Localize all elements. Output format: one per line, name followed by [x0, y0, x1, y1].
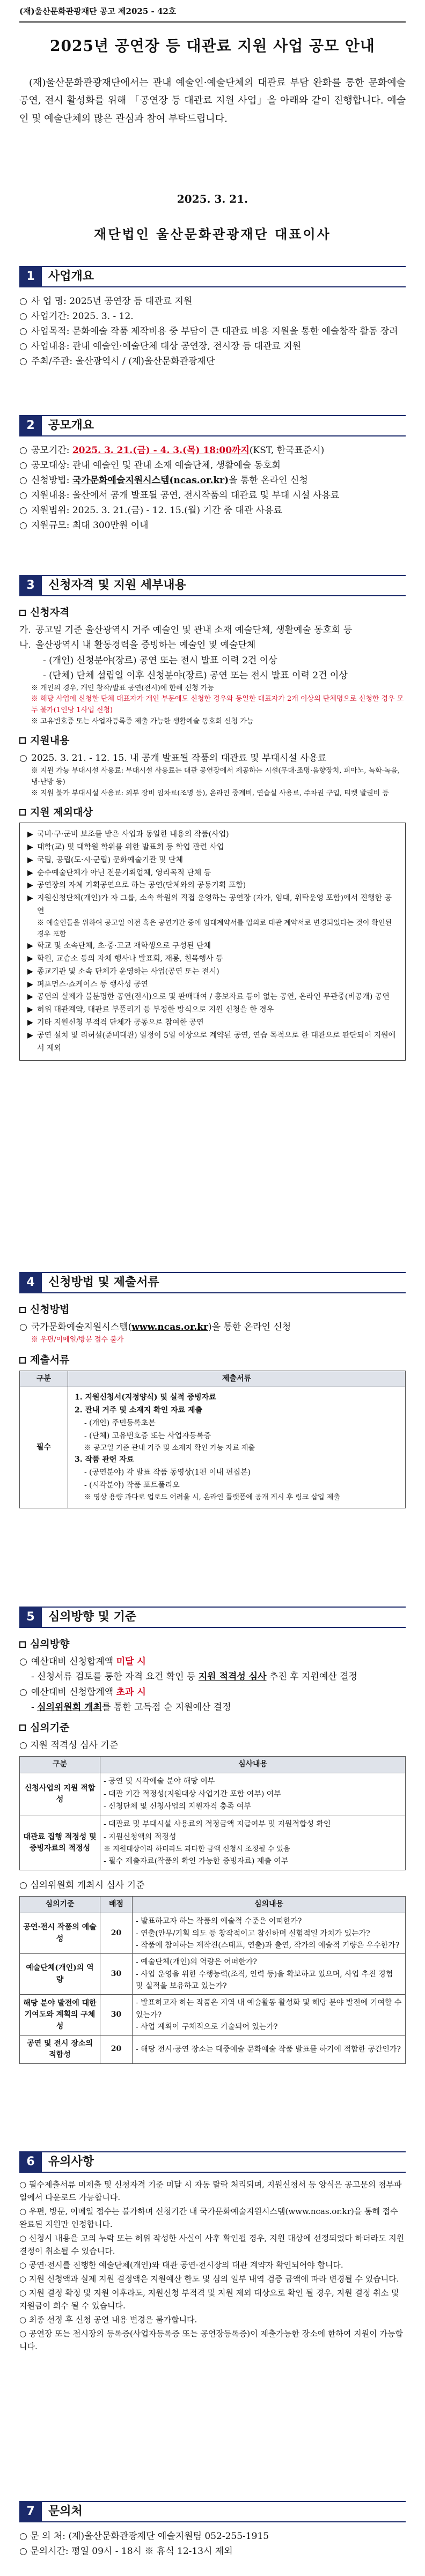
table-header: 심의기준 — [20, 1897, 100, 1913]
contact-line: ○ 문 의 처: (재)울산문화관광재단 예술지원팀 052-255-1915 — [19, 2531, 269, 2542]
table-row: 대관료 집행 적정성 및 증빙자료의 적정성 - 대관료 및 부대시설 사용료의 적정금액 지급여부 및 지원적합성 확인 - 지원신청액의 적정성 ※ 지원대상이라 하더라도 과다한 금액 신청시 조정될 수 있음 - 필수 제출자료(작품의 확인 가능한 증빙자료) 제출 여부 — [20, 1816, 406, 1870]
table-row: 해당 분야 발전에 대한 기여도와 계획의 구체성 30 - 발표하고자 하는 작품은 지역 내 예술활동 활성화 및 해당 분야 발전에 기여할 수 있는가? - 사업 계획이 구체적으로 기술되어 있는가? — [20, 1995, 406, 2035]
note: ※ 지원 불가 부대시설 사용료: 외부 장비 임차료(조명 등), 온라인 중계비, 연습실 사용료, 주차권 구입, 티켓 발권비 등 — [31, 789, 389, 797]
section-7-header — [19, 2501, 406, 2522]
list-item: ▶ 지원신청단체(개인)가 자 그룹, 소속 학원의 직접 운영하는 공연장 (자가, 임대, 위탁운영 포함)에서 진행한 공연 — [27, 894, 392, 915]
subsection-title: 신청방법 — [19, 1302, 406, 1317]
section-4-body — [19, 1300, 406, 1508]
section-title: 신청방법 및 제출서류 — [48, 1275, 159, 1289]
subsection-title: 심의방향 — [19, 1637, 406, 1652]
list-item: ▶ 순수예술단체가 아닌 전문기획업체, 영리목적 단체 등 — [27, 868, 211, 877]
list-item: - (개인) 신청분야(장르) 공연 또는 전시 발표 이력 2건 이상 — [43, 655, 277, 666]
list-item: ○ 사업목적: 문화예술 작품 제작비용 중 부담이 큰 대관료 비용 지원을 통한 예술창작 활동 장려 — [19, 326, 398, 337]
review-committee-criteria-table — [19, 1896, 406, 2064]
section-2-body — [19, 443, 406, 533]
square-bullet-icon — [19, 809, 26, 816]
table-lead: ○ 지원 적격성 심사 기준 — [19, 1740, 119, 1751]
subsection-title: 지원 제외대상 — [19, 805, 406, 820]
square-bullet-icon — [19, 737, 26, 744]
table-header: 심사내용 — [100, 1757, 406, 1773]
list-item: ○ 공모대상: 관내 예술인 및 관내 소재 예술단체, 생활예술 동호회 — [19, 460, 281, 471]
list-item: ○ 공연장 또는 전시장의 등록증(사업자등록증 또는 공연장등록증)이 제출가능한 장소에 한하여 지원이 가능합니다. — [19, 2329, 403, 2351]
square-bullet-icon — [19, 1641, 26, 1648]
list-item: ▶ 공연 설치 및 리허설(준비대관) 일정이 5일 이상으로 계약된 공연, 연습 목적으로 한 대관으로 판단되어 지원에서 제외 — [27, 1031, 396, 1053]
section-title: 공모개요 — [48, 418, 94, 432]
table-row: 예술단체(개인)의 역량 30 - 예술단체(개인)의 역량은 어떠한가? - 사업 운영을 위한 수행능력(조직, 인력 등)을 확보하고 있으며, 사업 추진 경험 및 실적을 보유하고 있는가? — [20, 1954, 406, 1995]
list-item: ○ 지원내용: 울산에서 공개 발표될 공연, 전시작품의 대관료 및 부대 시설 사용료 — [19, 490, 340, 501]
note: ※ 고유번호증 또는 사업자등록증 제출 가능한 생활예술 동호회 신청 가능 — [31, 717, 254, 726]
table-header: 심의내용 — [133, 1897, 406, 1913]
exclusion-box — [19, 823, 406, 1061]
table-header: 구분 — [20, 1757, 100, 1773]
section-1-body — [19, 294, 406, 369]
list-item: ○ 예산대비 신청합계액 초과 시 — [19, 1686, 146, 1698]
top-divider — [19, 21, 406, 23]
section-6-body — [19, 2178, 406, 2353]
section-number: 6 — [19, 2152, 42, 2172]
table-row: 공연·전시 작품의 예술성 20 - 발표하고자 하는 작품의 예술적 수준은 어떠한가? - 연출(안무/기획 의도 등 창작적이고 참신하며 실험적일 가치가 있는가? - 작품에 참여하는 제작진(스태프, 연출)과 출연, 작가의 예술적 기량은 우수한가? — [20, 1913, 406, 1954]
section-number: 1 — [19, 267, 42, 286]
section-6-header — [19, 2151, 406, 2173]
list-item: ▶ 퍼포먼스·쇼케이스 등 행사성 공연 — [27, 980, 149, 989]
list-item: ▶ 기타 지원신청 부적격 단체가 공동으로 참여한 공연 — [27, 1018, 204, 1027]
list-item: ▶ 국립, 공립(도·시·군립) 문화예술기관 및 단체 — [27, 855, 183, 864]
list-item: ▶ 공연장의 자체 기획공연으로 하는 공연(단체와의 공동기획 포함) — [27, 881, 246, 890]
section-title: 신청자격 및 지원 세부내용 — [48, 578, 186, 592]
section-4-header — [19, 1272, 406, 1293]
eligibility-criteria-table — [19, 1756, 406, 1870]
contact-hours: ○ 문의시간: 평일 09시 - 18시 ※ 휴식 12-13시 제외 — [19, 2546, 233, 2557]
section-5-header — [19, 1607, 406, 1628]
list-item: ○ 지원범위: 2025. 3. 21.(금) - 12. 15.(월) 기간 중 대관 사용료 — [19, 505, 282, 516]
subsection-title: 신청자격 — [19, 605, 406, 620]
section-7-body — [19, 2529, 406, 2559]
section-number: 3 — [19, 576, 42, 595]
list-item: ○ 예산대비 신청합계액 미달 시 — [19, 1656, 146, 1668]
list-item: ○ 신청시 내용을 고의 누락 또는 허위 작성한 사실이 사후 확인될 경우, 지원 대상에 선정되었다 하더라도 지원 결정이 취소될 수 있습니다. — [19, 2233, 405, 2256]
table-lead: ○ 심의위원회 개최시 심사 기준 — [19, 1880, 145, 1891]
list-item: ○ 2025. 3. 21. - 12. 15. 내 공개 발표될 작품의 대관료 및 부대시설 사용료 — [19, 753, 327, 764]
notice-number: (재)울산문화관광재단 공고 제2025 - 42호 — [19, 6, 177, 16]
section-number: 4 — [19, 1273, 42, 1292]
list-item: ○ 필수제출서류 미제출 및 신청자격 기준 미달 시 자동 탈락 처리되며, 지원신청서 등 양식은 공고문의 첨부파일에서 다운로드 가능합니다. — [19, 2180, 402, 2202]
section-title: 문의처 — [48, 2504, 83, 2518]
note: ※ 우편/이메일/방문 접수 불가 — [31, 1336, 124, 1344]
section-1-header — [19, 266, 406, 287]
list-item: ▶ 학원, 교습소 등의 자체 행사나 발표회, 재롱, 친목행사 등 — [27, 954, 223, 964]
square-bullet-icon — [19, 1724, 26, 1731]
list-item: ▶ 종교기관 및 소속 단체가 운영하는 사업(공연 또는 전시) — [27, 967, 219, 976]
subsection-title: 제출서류 — [19, 1352, 406, 1368]
subsection-title: 심의기준 — [19, 1720, 406, 1736]
list-item: ▶ 국비·구·군비 보조를 받은 사업과 동일한 내용의 작품(사업) — [27, 830, 229, 839]
table-row: 필수 1. 지원신청서(지정양식) 및 실적 증빙자료 2. 관내 거주 및 소재지 확인 자료 제출 - (개인) 주민등록초본 - (단체) 고유번호증 또는 사업자등록증 ※ 공고일 기준 관내 거주 및 소재지 확인 가능 자료 제출 3. 작품 관련 자료 - (공연분야) 각 발표 작품 동영상(1편 이내 편집본) - (시각분야) 작품 포트폴리오 ※ 영상 용량 과다로 업로드 어려울 시, 온라인 플랫폼에 공개 게시 후 링크 삽입 제출 — [20, 1387, 406, 1508]
list-item: ○ 공모기간: 2025. 3. 21.(금) - 4. 3.(목) 18:00까지(KST, 한국표준시) — [19, 445, 325, 456]
list-item: 나. 울산광역시 내 활동경력을 증빙하는 예술인 및 예술단체 — [19, 640, 256, 651]
note: ※ 개인의 경우, 개인 창작/발표 공연(전시)에 한해 신청 가능 — [31, 684, 214, 692]
list-item: ○ 사 업 명: 2025년 공연장 등 대관료 지원 — [19, 296, 193, 307]
subsection-title: 지원내용 — [19, 733, 406, 749]
list-item: ○ 최종 선정 후 신청 공연 내용 변경은 불가합니다. — [19, 2315, 197, 2325]
list-item: ○ 공연·전시를 진행한 예술단체(개인)와 대관 공연·전시장의 대관 계약자 확인되어야 합니다. — [19, 2260, 343, 2270]
issuing-organization: 재단법인 울산문화관광재단 대표이사 — [94, 226, 331, 242]
list-item: - 신청서류 검토를 통한 자격 요건 확인 등 지원 적격성 심사 추진 후 지원예산 결정 — [31, 1671, 357, 1683]
list-item: - (단체) 단체 설립일 이후 신청분야(장르) 공연 또는 전시 발표 이력 2건 이상 — [43, 670, 348, 681]
list-item: ○ 지원 결정 확정 및 지원 이후라도, 지원신청 부적격 및 지원 제외 대상으로 확인 될 경우, 지원 결정 취소 및 지원금이 회수 될 수 있습니다. — [19, 2288, 399, 2311]
note: ※ 해당 사업에 신청한 단체 대표자가 개인 부문에도 신청한 경우와 동일한 대표자가 2개 이상의 단체명으로 신청한 경우 모두 불가(1인당 1사업 신청) — [31, 695, 404, 715]
note: ※ 지원 가능 부대시설 사용료: 부대시설 사용료는 대관 공연장에서 제공하는 시설(무대·조명·음향장치, 피아노, 녹화·녹음, 냉·난방 등) — [31, 767, 400, 787]
section-3-header — [19, 575, 406, 596]
list-item: ○ 우편, 방문, 이메일 접수는 불가하며 신청기간 내 국가문화예술지원시스템(www.ncas.or.kr)을 통해 접수 완료된 지원만 인정합니다. — [19, 2207, 398, 2229]
square-bullet-icon — [19, 610, 26, 616]
list-item: ▶ 대학(교) 및 대학원 학위를 위한 발표회 등 학업 관련 사업 — [27, 842, 224, 852]
square-bullet-icon — [19, 1307, 26, 1313]
section-number: 2 — [19, 416, 42, 435]
list-item: ○ 사업기간: 2025. 3. - 12. — [19, 311, 134, 322]
list-item: 가. 공고일 기준 울산광역시 거주 예술인 및 관내 소재 예술단체, 생활예술 동호회 등 — [19, 625, 353, 636]
list-item: ▶ 공연의 실제가 불분명한 공연(전시)으로 및 판매대여 / 홍보자료 등이 없는 공연, 온라인 무관중(비공개) 공연 — [27, 993, 390, 1002]
list-item: ○ 지원 신청액과 실제 지원 결정액은 지원예산 한도 및 심의 일부 내역 검증 금액에 따라 변경될 수 있습니다. — [19, 2274, 399, 2284]
table-row: 신청사업의 지원 적합성 - 공연 및 시각예술 분야 해당 여부 - 대관 기간 적정성(지원대상 사업기간 포함 여부) 여부 - 신청단체 및 신청사업의 지원자격 충족 여부 — [20, 1773, 406, 1816]
square-bullet-icon — [19, 1357, 26, 1364]
section-title: 심의방향 및 기준 — [48, 1610, 137, 1624]
list-item: ○ 주최/주관: 울산광역시 / (재)울산문화관광재단 — [19, 356, 215, 367]
required-documents-table — [19, 1371, 406, 1508]
table-header: 제출서류 — [68, 1371, 406, 1387]
section-number: 7 — [19, 2502, 42, 2521]
section-title: 유의사항 — [48, 2155, 94, 2168]
table-header: 구분 — [20, 1371, 68, 1387]
list-item: ○ 사업내용: 관내 예술인·예술단체 대상 공연장, 전시장 등 대관료 지원 — [19, 341, 302, 352]
list-item: ▶ 학교 및 소속단체, 초·중·고교 재학생으로 구성된 단체 — [27, 942, 211, 951]
notice-date: 2025. 3. 21. — [177, 193, 248, 205]
section-3-body — [19, 603, 406, 1061]
section-title: 사업개요 — [48, 269, 94, 283]
table-header: 배점 — [100, 1897, 133, 1913]
table-row: 공연 및 전시 장소의 적합성 20 - 해당 전시·공연 장소는 대중예술 문화예술 작품 발표를 하기에 적합한 공간인가? — [20, 2035, 406, 2063]
list-item: ○ 신청방법: 국가문화예술지원시스템(ncas.or.kr)을 통한 온라인 신청 — [19, 475, 308, 486]
section-2-header — [19, 415, 406, 436]
section-number: 5 — [19, 1608, 42, 1627]
list-item: ○ 국가문화예술지원시스템(www.ncas.or.kr)을 통한 온라인 신청 — [19, 1322, 291, 1333]
section-5-body — [19, 1634, 406, 2064]
list-item: - 심의위원회 개최를 통한 고득점 순 지원예산 결정 — [31, 1701, 231, 1713]
document-title: 2025년 공연장 등 대관료 지원 사업 공모 안내 — [50, 37, 375, 55]
intro-paragraph: (재)울산문화관광재단에서는 관내 예술인·예술단체의 대관료 부담 완화를 통한 문화예술공연, 전시 활성화를 위해 「공연장 등 대관료 지원 사업」을 아래와 같이 진행합니다. 예술인 및 예술단체의 많은 관심과 참여 부탁드립니다. — [19, 77, 406, 124]
list-item: ○ 지원규모: 최대 300만원 이내 — [19, 520, 149, 531]
list-item: ▶ 허위 대관계약, 대관료 부풀리기 등 부정한 방식으로 지원 신청을 한 경우 — [27, 1005, 274, 1015]
note: ※ 예술인들을 위하여 공고일 이전 혹은 공연기간 중에 임대계약서를 입의로 대관 계약서로 변경되었다는 것이 확인된 경우 포함 — [37, 919, 392, 938]
